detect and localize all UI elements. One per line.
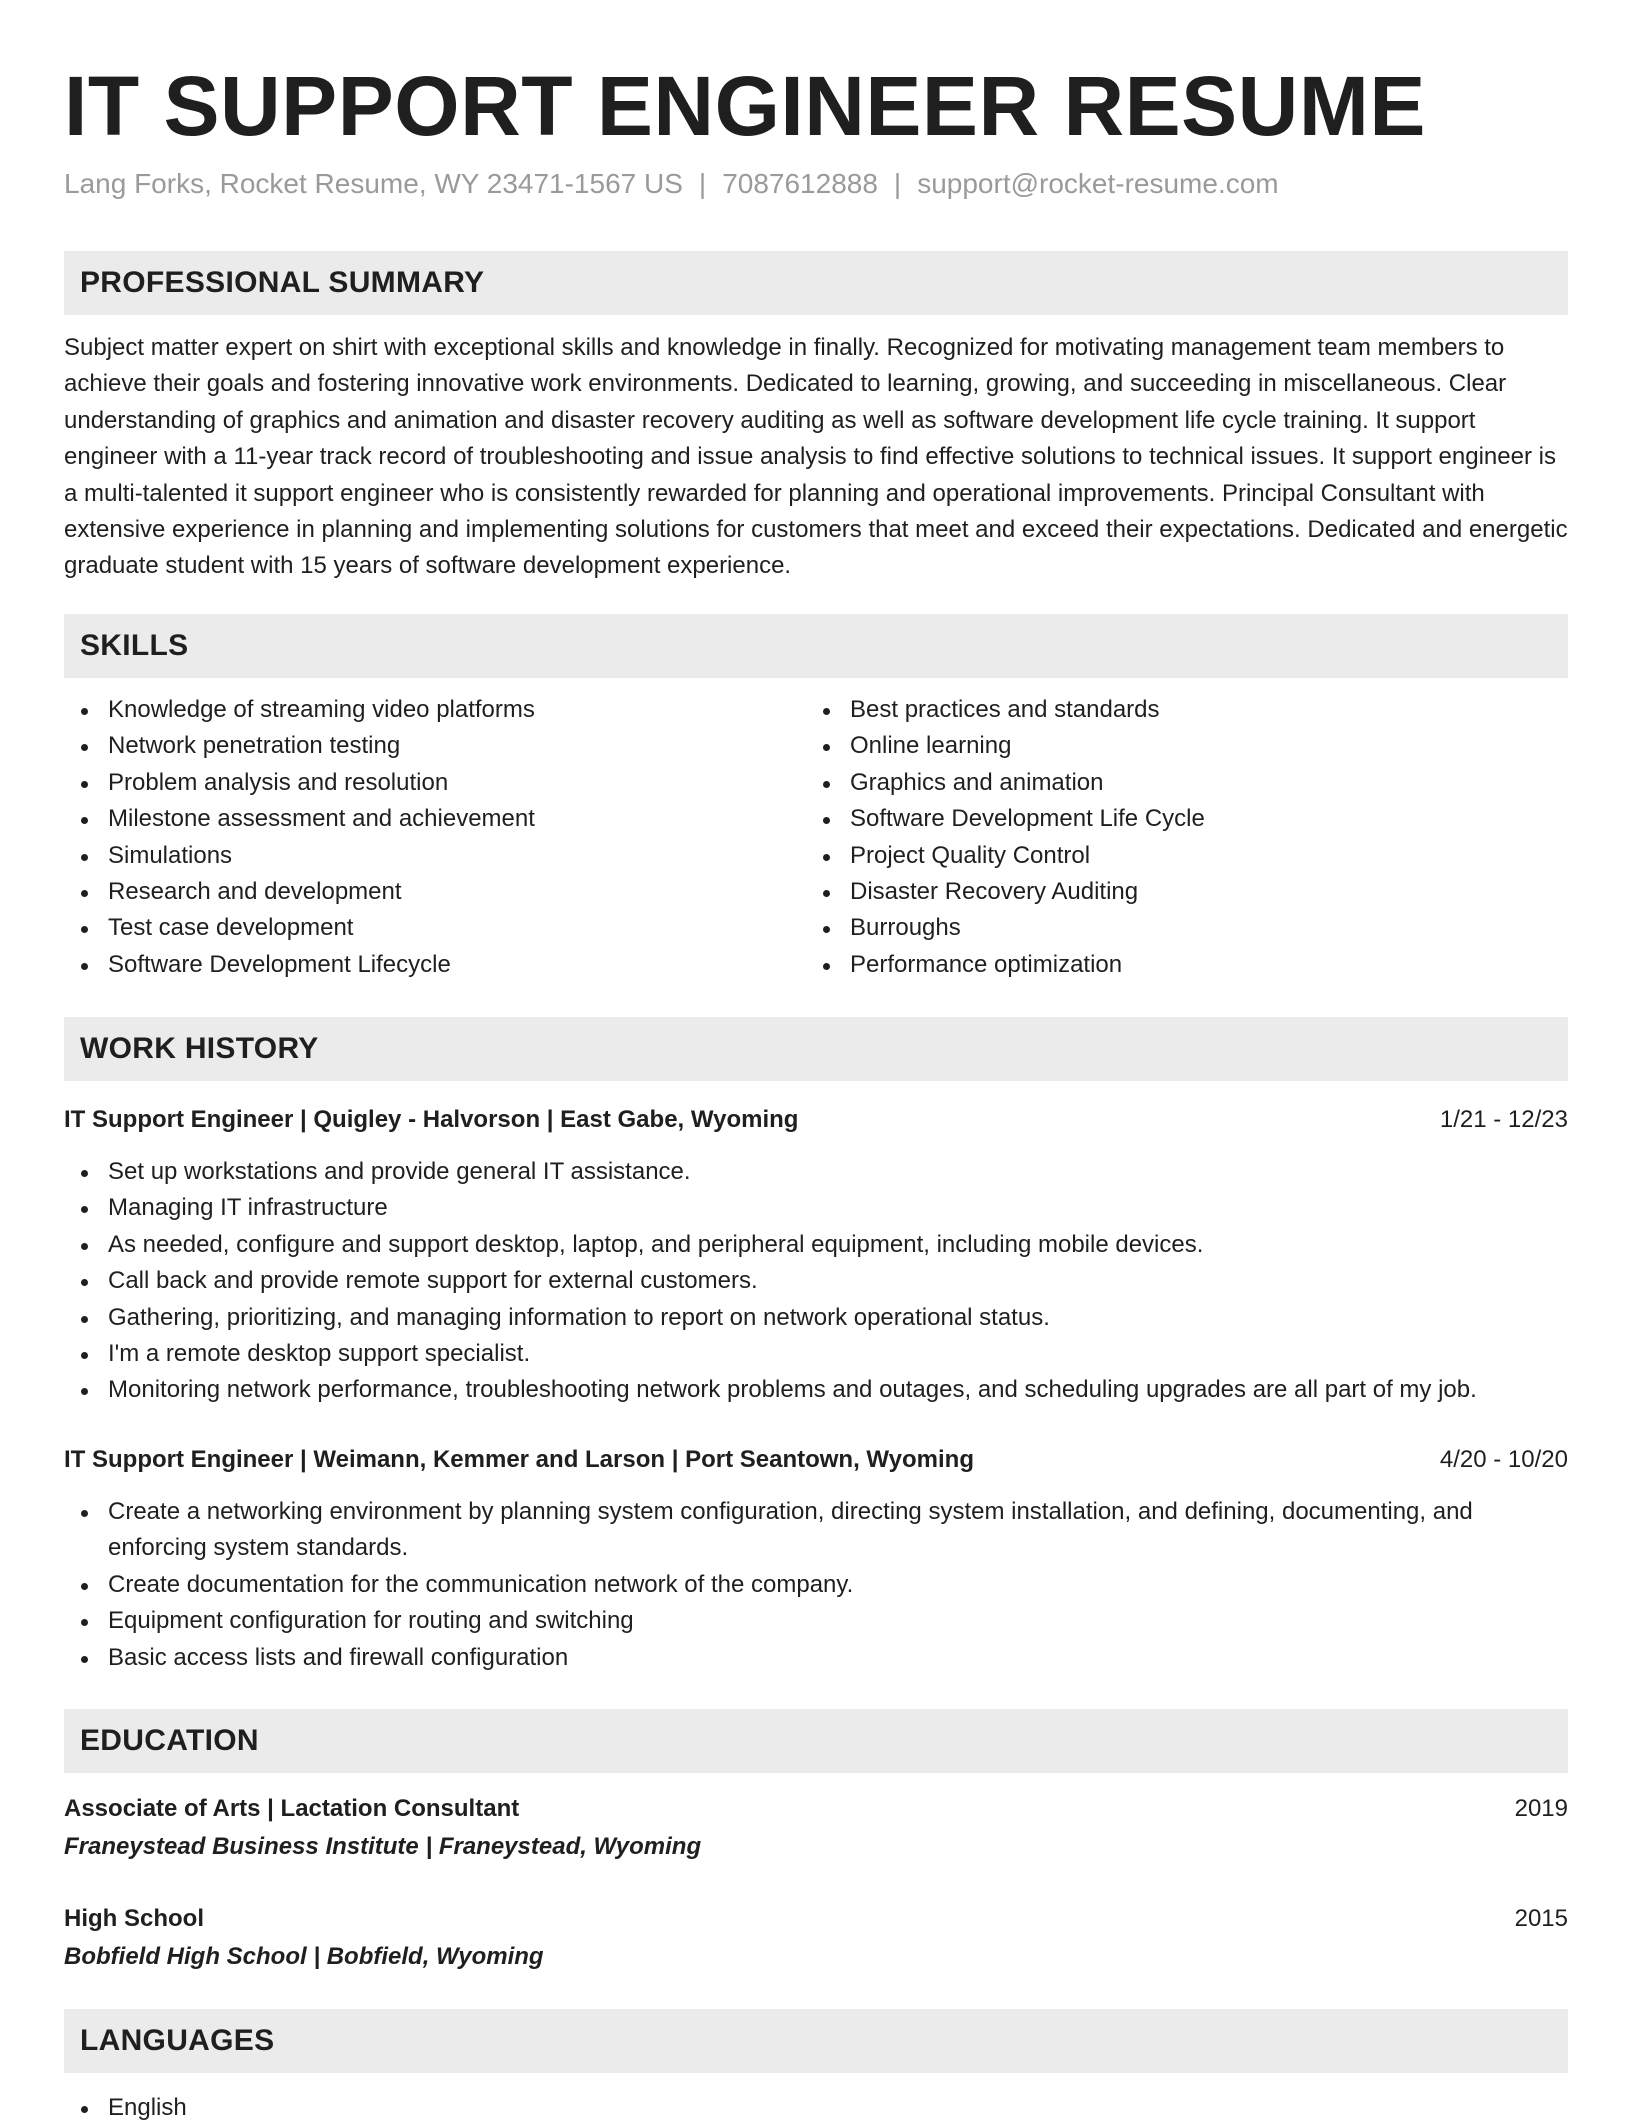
section-header-education bbox=[64, 1709, 1568, 1773]
resume-title: IT SUPPORT ENGINEER RESUME bbox=[64, 59, 1426, 153]
education-entry bbox=[64, 1900, 1568, 1976]
language-item: English bbox=[64, 2090, 1568, 2126]
section-title-skills: SKILLS bbox=[80, 629, 189, 662]
job-duty: Create a networking environment by planning system configuration, directing system installation, and defining, documenting, and enforcing system standards. bbox=[64, 1494, 1568, 1567]
contact-line bbox=[64, 166, 1279, 202]
education-entry bbox=[64, 1790, 1568, 1866]
section-title-languages: LANGUAGES bbox=[80, 2024, 275, 2057]
education-degree: Associate of Arts | Lactation Consultant bbox=[64, 1795, 520, 1822]
skills-list-right bbox=[806, 692, 1546, 983]
skill-item: Simulations bbox=[64, 838, 804, 874]
skill-item: Problem analysis and resolution bbox=[64, 765, 804, 801]
job-title: IT Support Engineer | Quigley - Halvorson | East Gabe, Wyoming bbox=[64, 1106, 799, 1133]
job-duty: Create documentation for the communication network of the company. bbox=[64, 1567, 1568, 1603]
section-header-summary bbox=[64, 251, 1568, 315]
skill-item: Network penetration testing bbox=[64, 728, 804, 764]
job-duty: As needed, configure and support desktop, laptop, and peripheral equipment, including mobile devices. bbox=[64, 1227, 1568, 1263]
job-duties-list bbox=[64, 1494, 1568, 1676]
skill-item: Performance optimization bbox=[806, 947, 1546, 983]
contact-separator: | bbox=[893, 168, 902, 199]
section-title-work: WORK HISTORY bbox=[80, 1032, 319, 1065]
languages-list bbox=[64, 2090, 1568, 2126]
skill-item: Disaster Recovery Auditing bbox=[806, 874, 1546, 910]
contact-separator: | bbox=[698, 168, 707, 199]
job-dates: 1/21 - 12/23 bbox=[1439, 1106, 1568, 1133]
job-duty: Monitoring network performance, troubleshooting network problems and outages, and scheduling upgrades are all part of my job. bbox=[64, 1372, 1568, 1408]
education-year: 2019 bbox=[1514, 1795, 1568, 1822]
section-title-summary: PROFESSIONAL SUMMARY bbox=[80, 266, 485, 299]
skill-item: Software Development Lifecycle bbox=[64, 947, 804, 983]
section-title-education: EDUCATION bbox=[80, 1724, 259, 1757]
job-duty: Equipment configuration for routing and switching bbox=[64, 1603, 1568, 1639]
job-duties-list bbox=[64, 1154, 1568, 1409]
job-dates: 4/20 - 10/20 bbox=[1439, 1446, 1568, 1473]
job-duty: Set up workstations and provide general IT assistance. bbox=[64, 1154, 1568, 1190]
job-header bbox=[64, 1102, 1568, 1138]
skill-item: Knowledge of streaming video platforms bbox=[64, 692, 804, 728]
section-header-skills bbox=[64, 614, 1568, 678]
skills-list-left bbox=[64, 692, 804, 983]
skill-item: Test case development bbox=[64, 910, 804, 946]
skill-item: Best practices and standards bbox=[806, 692, 1546, 728]
education-school: Franeystead Business Institute | Franeystead, Wyoming bbox=[64, 1833, 702, 1860]
education-degree: High School bbox=[64, 1905, 204, 1932]
education-school: Bobfield High School | Bobfield, Wyoming bbox=[64, 1943, 544, 1970]
skill-item: Research and development bbox=[64, 874, 804, 910]
section-header-work bbox=[64, 1017, 1568, 1081]
job-duty: Basic access lists and firewall configuration bbox=[64, 1640, 1568, 1676]
job-header bbox=[64, 1442, 1568, 1478]
section-header-languages bbox=[64, 2009, 1568, 2073]
skill-item: Burroughs bbox=[806, 910, 1546, 946]
skill-item: Online learning bbox=[806, 728, 1546, 764]
contact-phone: 7087612888 bbox=[722, 168, 878, 199]
contact-address: Lang Forks, Rocket Resume, WY 23471-1567 US bbox=[64, 168, 683, 199]
skill-item: Software Development Life Cycle bbox=[806, 801, 1546, 837]
job-duty: Call back and provide remote support for external customers. bbox=[64, 1263, 1568, 1299]
skill-item: Graphics and animation bbox=[806, 765, 1546, 801]
job-duty: Gathering, prioritizing, and managing information to report on network operational status. bbox=[64, 1300, 1568, 1336]
education-year: 2015 bbox=[1514, 1905, 1568, 1932]
summary-paragraph: Subject matter expert on shirt with exceptional skills and knowledge in finally. Recognized for motivating management team members to achieve their goals and fostering innovative work environments. Dedicated to learning, growing, and succeeding in miscellaneous. Clear understanding of graphics and animation and disaster recovery auditing as well as software development life cycle training. It support engineer with a 11-year track record of troubleshooting and issue analysis to find effective solutions to technical issues. It support engineer is a multi-talented it support engineer who is consistently rewarded for planning and operational improvements. Principal Consultant with extensive experience in planning and implementing solutions for customers that meet and exceed their expectations. Dedicated and energetic graduate student with 15 years of software development experience. bbox=[64, 334, 1568, 580]
job-duty: Managing IT infrastructure bbox=[64, 1190, 1568, 1226]
skill-item: Project Quality Control bbox=[806, 838, 1546, 874]
job-title: IT Support Engineer | Weimann, Kemmer and Larson | Port Seantown, Wyoming bbox=[64, 1446, 974, 1473]
contact-email: support@rocket-resume.com bbox=[917, 168, 1279, 199]
skill-item: Milestone assessment and achievement bbox=[64, 801, 804, 837]
job-duty: I'm a remote desktop support specialist. bbox=[64, 1336, 1568, 1372]
